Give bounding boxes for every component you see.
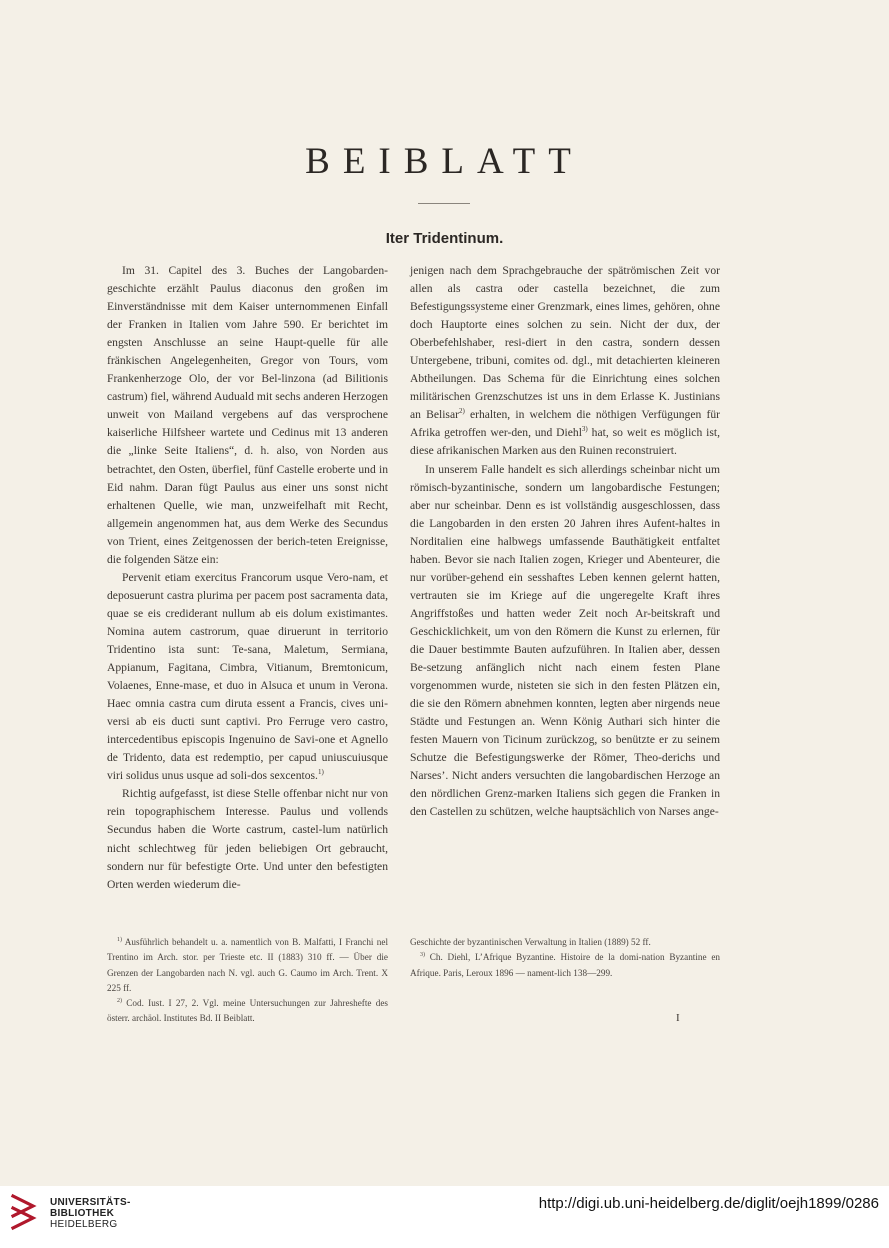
library-name-line: HEIDELBERG: [50, 1219, 118, 1230]
paragraph: Richtig aufgefasst, ist diese Stelle offenbar nicht nur von rein topographischem Interesse. Paulus und vollends Secundus haben die Worte castrum, castel-lum natürlich nicht schlechtweg für jeden beliebigen Ort gebraucht, sondern nur für befestigte Orte. Und unter den befestigten Orten werden wiederum die-: [107, 787, 388, 891]
right-column: [410, 262, 720, 821]
footnotes-left: [107, 935, 388, 1027]
article-title: Iter Tridentinum.: [385, 230, 504, 247]
library-name-line: BIBLIOTHEK: [50, 1208, 115, 1219]
page-title: BEIBLATT: [305, 141, 584, 182]
left-column: [107, 262, 388, 894]
footnote-ref: 1): [317, 768, 324, 777]
title-rule: [418, 203, 470, 204]
footer-bar: [0, 1186, 889, 1248]
footnote: $^{3)}$ Ch. Diehl, L’Afrique Byzantine. Histoire de la domi-nation Byzantine en Afrique. Paris, Leroux 1896 — nament-lich 138—299.: [410, 952, 720, 978]
library-logo-icon[interactable]: [8, 1192, 38, 1232]
paragraph: Im 31. Capitel des 3. Buches der Langobarden-geschichte erzählt Paulus diaconus den großen im Einverständnisse mit dem Kaiser unternommenen Einfall der Franken in Italien vom Jahre 590. Er berichtet im engsten Anschlusse an seine Haupt-quelle für alle fränkischen Angelegenheiten, Gregor von Tours, vom Frankenherzoge Olo, der vor Bel-linzona (ad Bilitionis castrum) fiel, während Auduald mit sechs anderen Herzogen unweit von Mailand vergebens auf das versprochene kaiserliche Hilfsheer wartete und Cedinus mit 13 anderen die „linke Seite Italiens“, d. h. also, von Norden aus betrachtet, den Osten, überfiel, fünf Castelle eroberte und in Eid nahm. Daran fügt Paulus aus einer uns sonst nicht erhaltenen Quelle, wie man, unzweifelhaft mit Recht, allgemein angenommen hat, aus dem Werke des Secundus von Trient, eines Zeitgenossen der berich-teten Ereignisse, die folgenden Sätze ein:: [107, 264, 388, 566]
footnote: Geschichte der byzantinischen Verwaltung in Italien (1889) 52 ff.: [410, 937, 651, 947]
footnotes-right: [410, 935, 720, 981]
page-number: I: [676, 1012, 680, 1024]
paragraph: jenigen nach dem Sprachgebrauche der spätrömischen Zeit vor allen als castra oder castella bezeichnet, die zum Befestigungssysteme einer Grenzmark, eines limes, gehören, ohne doch Hauptorte eines solchen zu sein. Nicht der dux, der Oberbefehlshaber, resi-diert in den castra, sondern dessen Untergebene, tribuni, comites od. dgl., mit detachierten kleineren Abtheilungen. Das Schema für die Einrichtung eines solchen militärischen Grenzschutzes ist uns in dem Erlasse K. Justinians an Belisar$^{2)}$ erhalten, in welchem die nöthigen Verfügungen für Afrika getroffen wer-den, und Diehl$^{3)}$ hat, so weit es möglich ist, diese afrikanischen Marken aus den Ruinen reconstruiert.: [410, 264, 720, 458]
footnote-ref: 3): [581, 425, 588, 434]
paragraph: In unserem Falle handelt es sich allerdings scheinbar nicht um römisch-byzantinische, sondern um langobardische Festungen; aber nur scheinbar. Denn es ist vollständig ausgeschlossen, dass die Langobarden in den ersten 20 Jahren ihres Aufent-haltes in Norditalien eine halbwegs umfassende Bauthätigkeit entfaltet haben. Bevor sie nach Italien zogen, Krieger und Abenteurer, die nur vorüber-gehend ein sesshaftes Leben kennen gelernt hatten, vertrauten sie im Kriege auf die ungeregelte Kraft ihres Angriffstoßes und hatten weder Zeit noch Ar-beitskraft und Geschicklichkeit, um von den Römern die Kunst zu erlernen, für die Dauer bestimmte Bauten aufzuführen. In Italien aber, dessen Be-setzung anfänglich nicht nach einem festen Plane vorgenommen wurde, nisteten sie sich in den festen Plätzen ein, die sie den Römern abnehmen konnten, legten aber nirgends neue Städte und Festungen an. Wenn König Authari sich hinter die festen Mauern von Ticinum zurückzog, so benützte er zu seinem Schutze die Befestigungswerke der Römer, Theo-derichs und Narses’. Nicht anders versuchten die langobardischen Herzoge an den nördlichen Grenz-marken Italiens sich gegen die Franken in den Castellen zu schützen, welche hauptsächlich von Narses ange-: [410, 462, 720, 819]
paragraph: Pervenit etiam exercitus Francorum usque Vero-nam, et deposuerunt castra plurima per pacem post sacramenta data, quae se eis crediderant nullum ab eis dolum existimantes. Nomina autem castrorum, quae diruerunt in territorio Tridentino ista sunt: Te-sana, Maletum, Sermiana, Appianum, Fagitana, Cimbra, Vitianum, Bremtonicum, Volaenes, Enne-mase, et duo in Alsuca et unum in Verona. Haec omnia castra cum diruta essent a Francis, cives uni-versi ab eis ducti sunt captivi. Pro Ferruge vero castro, intercedentibus episcopis Ingenuino de Savi-one et Agnello de Tridento, data est redemptio, per capud uniuscuiusque viri solidus unus usque ad soli-dos sexcentos.$^{1)}$: [107, 570, 388, 783]
library-name-line: UNIVERSITÄTS-: [50, 1197, 131, 1208]
footnote-ref: 2): [458, 407, 465, 416]
footnote: $^{2)}$ Cod. Iust. I 27, 2. Vgl. meine Untersuchungen zur Jahreshefte des österr. archäol. Institutes Bd. II Beiblatt.: [107, 998, 388, 1024]
footnote: $^{1)}$ Ausführlich behandelt u. a. namentlich von B. Malfatti, I Franchi nel Trentino im Arch. stor. per Trieste etc. II (1883) 310 ff. — Über die Grenzen der Langobarden nach N. vgl. auch G. Caumo im Arch. Trent. X 225 ff.: [107, 936, 388, 993]
permalink-link[interactable]: http://digi.ub.uni-heidelberg.de/diglit/oejh1899/0286: [538, 1195, 879, 1212]
library-name[interactable]: [50, 1197, 131, 1230]
